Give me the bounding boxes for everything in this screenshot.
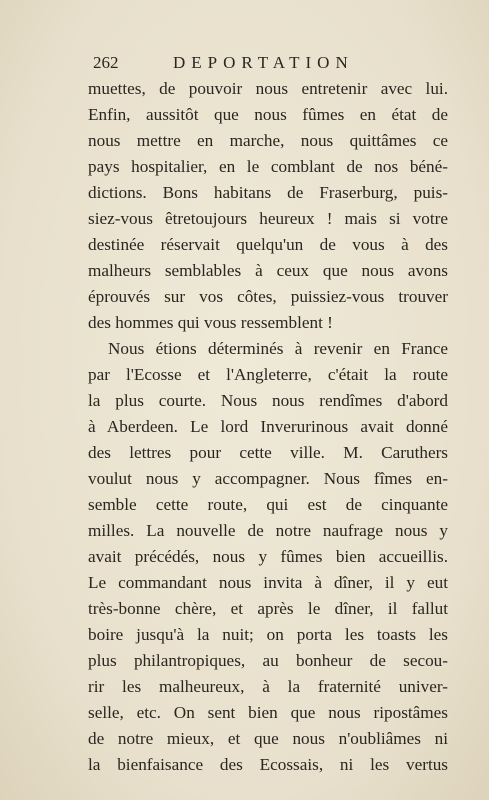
text-line: semble cette route, qui est de cinquante	[88, 495, 448, 514]
text-line: milles. La nouvelle de notre naufrage nous y	[88, 521, 448, 540]
page-header	[93, 53, 393, 77]
text-line: très-bonne chère, et après le dîner, il fallut	[88, 599, 448, 618]
page-number: 262	[93, 53, 119, 72]
text-line: dictions. Bons habitans de Fraserburg, puis-	[88, 183, 448, 202]
running-head: DEPORTATION	[173, 53, 354, 72]
text-line: Enfin, aussitôt que nous fûmes en état de	[88, 105, 448, 124]
text-line: nous mettre en marche, nous quittâmes ce	[88, 131, 448, 150]
text-line: des hommes qui vous ressemblent !	[88, 313, 333, 332]
text-line: par l'Ecosse et l'Angleterre, c'était la route	[88, 365, 448, 384]
text-line: plus philantropiques, au bonheur de secou-	[88, 651, 448, 670]
text-line: selle, etc. On sent bien que nous ripostâmes	[88, 703, 448, 722]
text-line: rir les malheureux, à la fraternité univer-	[88, 677, 448, 696]
text-line: Le commandant nous invita à dîner, il y eut	[88, 573, 448, 592]
text-line: avait précédés, nous y fûmes bien accueillis.	[88, 547, 448, 566]
text-line: éprouvés sur vos côtes, puissiez-vous trouver	[88, 287, 448, 306]
text-line: la plus courte. Nous nous rendîmes d'abord	[88, 391, 448, 410]
text-line: à Aberdeen. Le lord Inverurinous avait donné	[88, 417, 448, 436]
body-text	[88, 76, 448, 778]
text-line: la bienfaisance des Ecossais, ni les vertus	[88, 755, 448, 774]
text-line: boire jusqu'à la nuit; on porta les toasts les	[88, 625, 448, 644]
text-line: voulut nous y accompagner. Nous fîmes en-	[88, 469, 448, 488]
text-line: destinée réservait quelqu'un de vous à des	[88, 235, 448, 254]
text-line: de notre mieux, et que nous n'oubliâmes ni	[88, 729, 448, 748]
text-line: Nous étions déterminés à revenir en France	[108, 339, 448, 358]
text-line: pays hospitalier, en le comblant de nos béné-	[88, 157, 448, 176]
text-line: siez-vous êtretoujours heureux ! mais si votre	[88, 209, 448, 228]
text-line: des lettres pour cette ville. M. Caruthers	[88, 443, 448, 462]
text-line: muettes, de pouvoir nous entretenir avec lui.	[88, 79, 448, 98]
text-line: malheurs semblables à ceux que nous avons	[88, 261, 448, 280]
